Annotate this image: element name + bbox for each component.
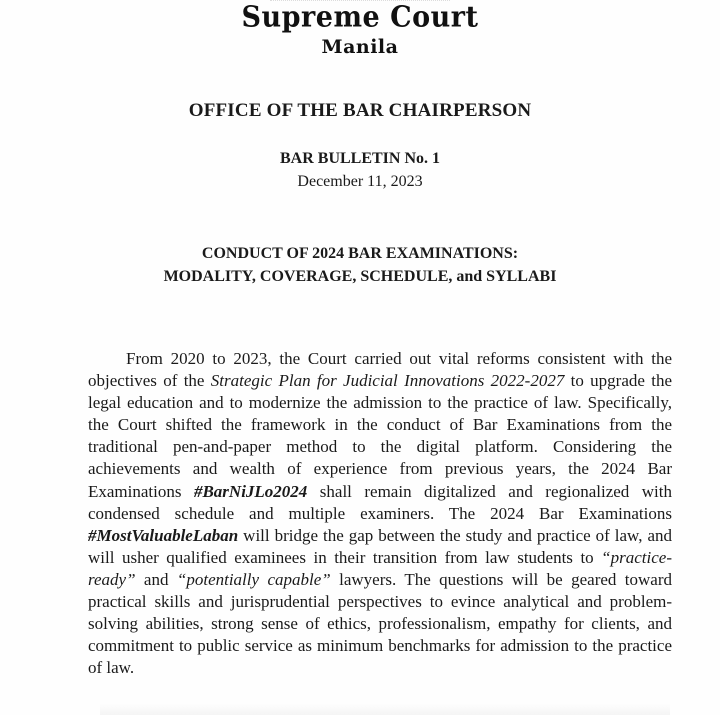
court-name: Supreme Court: [241, 0, 479, 35]
bulletin-number: BAR BULLETIN No. 1: [279, 150, 441, 167]
text-run: shall remain digitalized and regionalized with condensed schedule and multiple examiners. The 2024 Bar Examinations: [88, 481, 673, 523]
text-run: From 2020 to 2023, the Court carried out vital reforms consistent with the objectives of the: [88, 349, 672, 391]
hashtag-mostvaluablelaban: #MostValuableLaban: [88, 525, 239, 545]
document-title: [0, 242, 720, 288]
court-city: Manila: [321, 36, 399, 58]
text-run: and: [135, 569, 177, 589]
body-paragraph-1: [88, 348, 672, 679]
hashtag-barnijlo2024: #BarNiJLo2024: [193, 481, 308, 501]
quote-practice-ready: “practice-ready”: [88, 547, 672, 589]
text-run: lawyers. The questions will be geared toward practical skills and jurisprudential perspectives to evince analytical and problem-solving abilities, strong sense of ethics, professionalism, empathy for clients, and commitment to public service as minimum benchmarks for admission to the practice of law.: [88, 569, 673, 678]
title-line-2: MODALITY, COVERAGE, SCHEDULE, and SYLLABI: [163, 268, 557, 285]
text-run: to upgrade the legal education and to modernize the admission to the practice of law. Specifically, the Court shifted the framework in the conduct of Bar Examinations from the traditional pen-and-paper method to the digital platform. Considering the achievements and wealth of experience from previous years, the 2024 Bar Examinations: [88, 371, 672, 501]
plan-title: Strategic Plan for Judicial Innovations 2022-2027: [210, 371, 565, 391]
quote-potentially-capable: “potentially capable”: [176, 569, 331, 589]
cropped-next-paragraph: [100, 703, 670, 715]
title-line-1: CONDUCT OF 2024 BAR EXAMINATIONS:: [201, 245, 519, 262]
text-run: will bridge the gap between the study and practice of law, and will usher qualified examinees in their transition from law students to: [88, 525, 672, 567]
office-heading: OFFICE OF THE BAR CHAIRPERSON: [188, 100, 532, 121]
bulletin-date: December 11, 2023: [297, 173, 423, 190]
